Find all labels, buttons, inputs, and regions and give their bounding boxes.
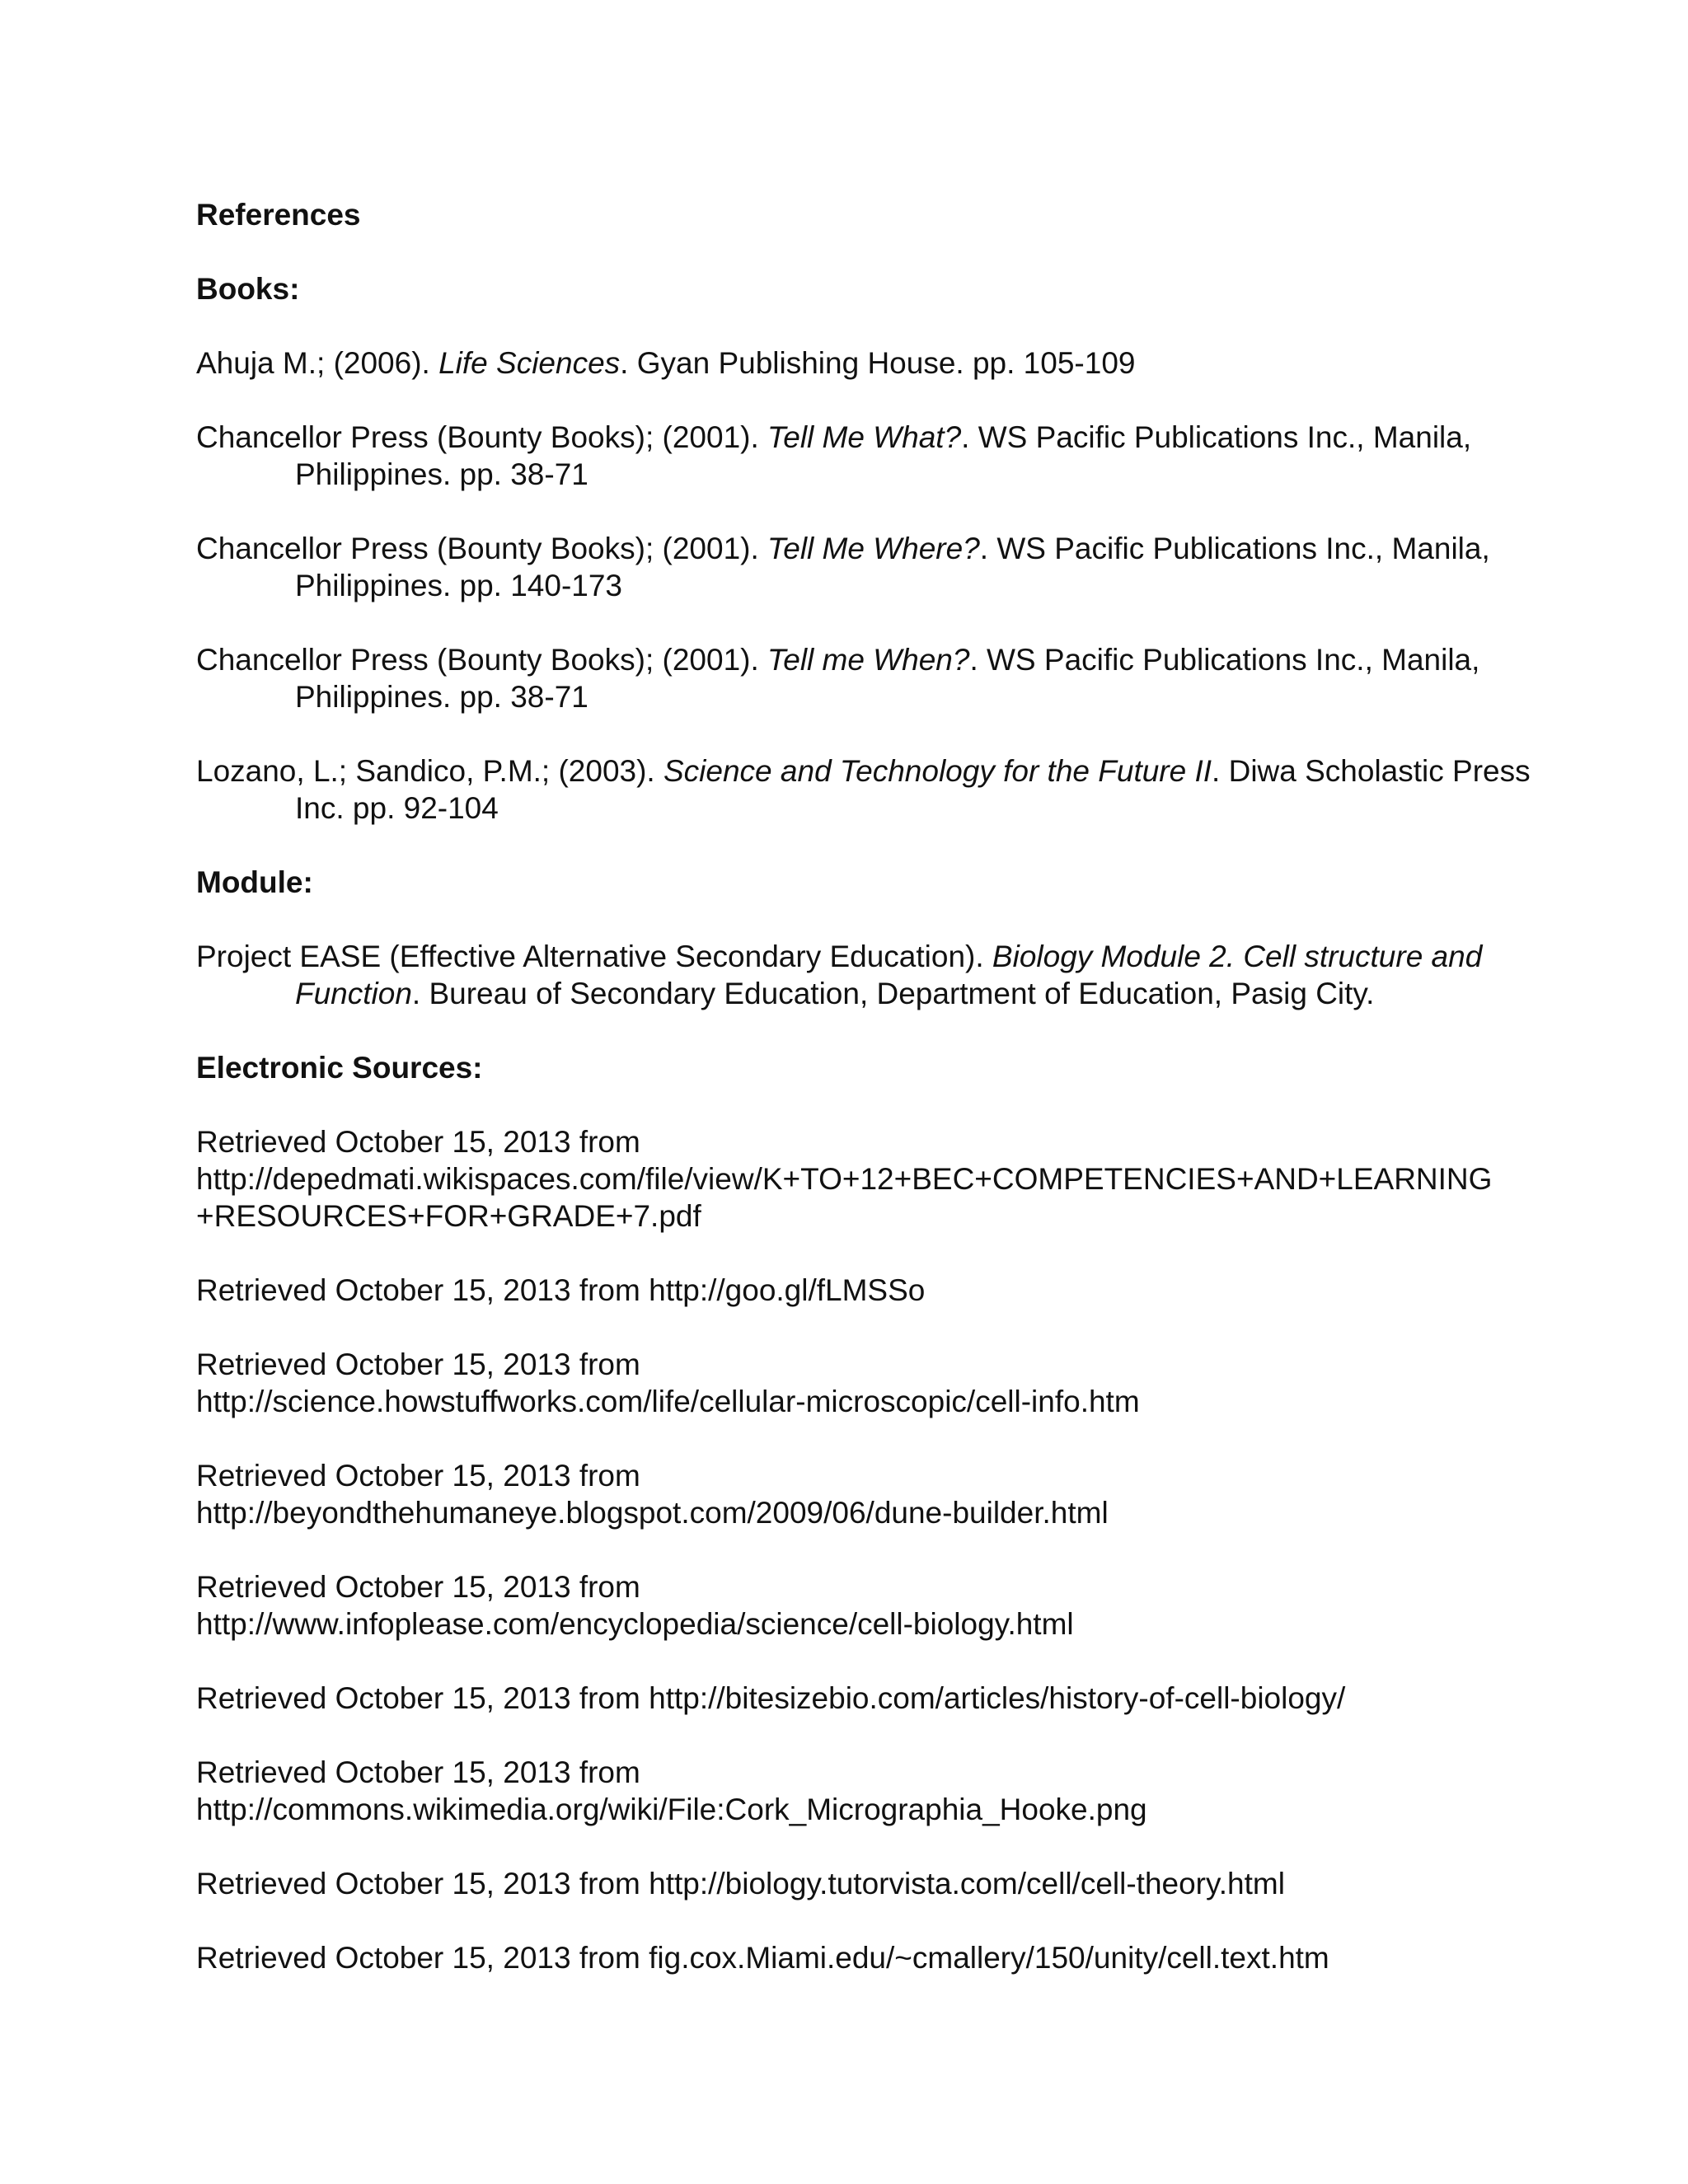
retrieved-text: Retrieved October 15, 2013 from	[196, 1570, 640, 1604]
electronic-source-item	[196, 1754, 1531, 1828]
reference-title: Science and Technology for the Future II	[663, 754, 1212, 788]
electronic-source-item	[196, 1346, 1531, 1420]
retrieved-text: Retrieved October 15, 2013 from	[196, 1347, 640, 1381]
reference-title: Tell Me Where?	[767, 532, 980, 565]
electronic-source-item	[196, 1865, 1531, 1902]
electronic-source-item	[196, 1939, 1531, 1976]
reference-item: Ahuja M.; (2006). Life Sciences. Gyan Publishing House. pp. 105-109	[196, 346, 1136, 380]
books-heading: Books:	[196, 272, 300, 306]
reference-title: Life Sciences	[438, 346, 621, 380]
page-title: References	[196, 198, 361, 232]
module-heading: Module:	[196, 865, 313, 899]
source-text: Retrieved October 15, 2013 from fig.cox.Miami.edu/~cmallery/150/unity/cell.text.htm	[196, 1941, 1329, 1975]
reference-item: Chancellor Press (Bounty Books); (2001). Tell Me What?. WS Pacific Publications Inc., Manila, Philippines. pp. 38-71	[196, 420, 1472, 491]
retrieved-text: Retrieved October 15, 2013 from	[196, 1125, 640, 1159]
reference-title: Biology Module 2. Cell structure and Function	[295, 940, 1483, 1010]
electronic-sources-heading: Electronic Sources:	[196, 1051, 483, 1085]
electronic-source-item	[196, 1123, 1531, 1235]
reference-item: Chancellor Press (Bounty Books); (2001). Tell me When?. WS Pacific Publications Inc., Manila, Philippines. pp. 38-71	[196, 643, 1480, 714]
retrieved-text: Retrieved October 15, 2013 from	[196, 1459, 640, 1493]
source-url-continued: +RESOURCES+FOR+GRADE+7.pdf	[196, 1199, 701, 1233]
electronic-source-item	[196, 1272, 1531, 1309]
electronic-source-item	[196, 1680, 1531, 1717]
reference-title: Tell me When?	[767, 643, 970, 677]
source-text: Retrieved October 15, 2013 from http://biology.tutorvista.com/cell/cell-theory.html	[196, 1867, 1285, 1900]
references-content	[196, 196, 1531, 2013]
reference-item: Chancellor Press (Bounty Books); (2001). Tell Me Where?. WS Pacific Publications Inc., Manila, Philippines. pp. 140-173	[196, 532, 1490, 602]
reference-item: Lozano, L.; Sandico, P.M.; (2003). Science and Technology for the Future II. Diwa Scholastic Press Inc. pp. 92-104	[196, 754, 1531, 825]
source-url: http://www.infoplease.com/encyclopedia/science/cell-biology.html	[196, 1607, 1074, 1641]
source-url: http://beyondthehumaneye.blogspot.com/2009/06/dune-builder.html	[196, 1496, 1109, 1530]
source-text: Retrieved October 15, 2013 from http://goo.gl/fLMSSo	[196, 1273, 926, 1307]
source-url: http://depedmati.wikispaces.com/file/view/K+TO+12+BEC+COMPETENCIES+AND+LEARNING	[196, 1162, 1493, 1196]
reference-title: Tell Me What?	[767, 420, 962, 454]
source-url: http://commons.wikimedia.org/wiki/File:Cork_Micrographia_Hooke.png	[196, 1793, 1147, 1826]
source-url: http://science.howstuffworks.com/life/cellular-microscopic/cell-info.htm	[196, 1385, 1140, 1418]
source-text: Retrieved October 15, 2013 from http://bitesizebio.com/articles/history-of-cell-biology/	[196, 1681, 1346, 1715]
reference-item: Project EASE (Effective Alternative Secondary Education). Biology Module 2. Cell structure and Function. Bureau of Secondary Education, Department of Education, Pasig City.	[196, 940, 1483, 1010]
retrieved-text: Retrieved October 15, 2013 from	[196, 1755, 640, 1789]
electronic-source-item	[196, 1568, 1531, 1643]
electronic-source-item	[196, 1457, 1531, 1531]
